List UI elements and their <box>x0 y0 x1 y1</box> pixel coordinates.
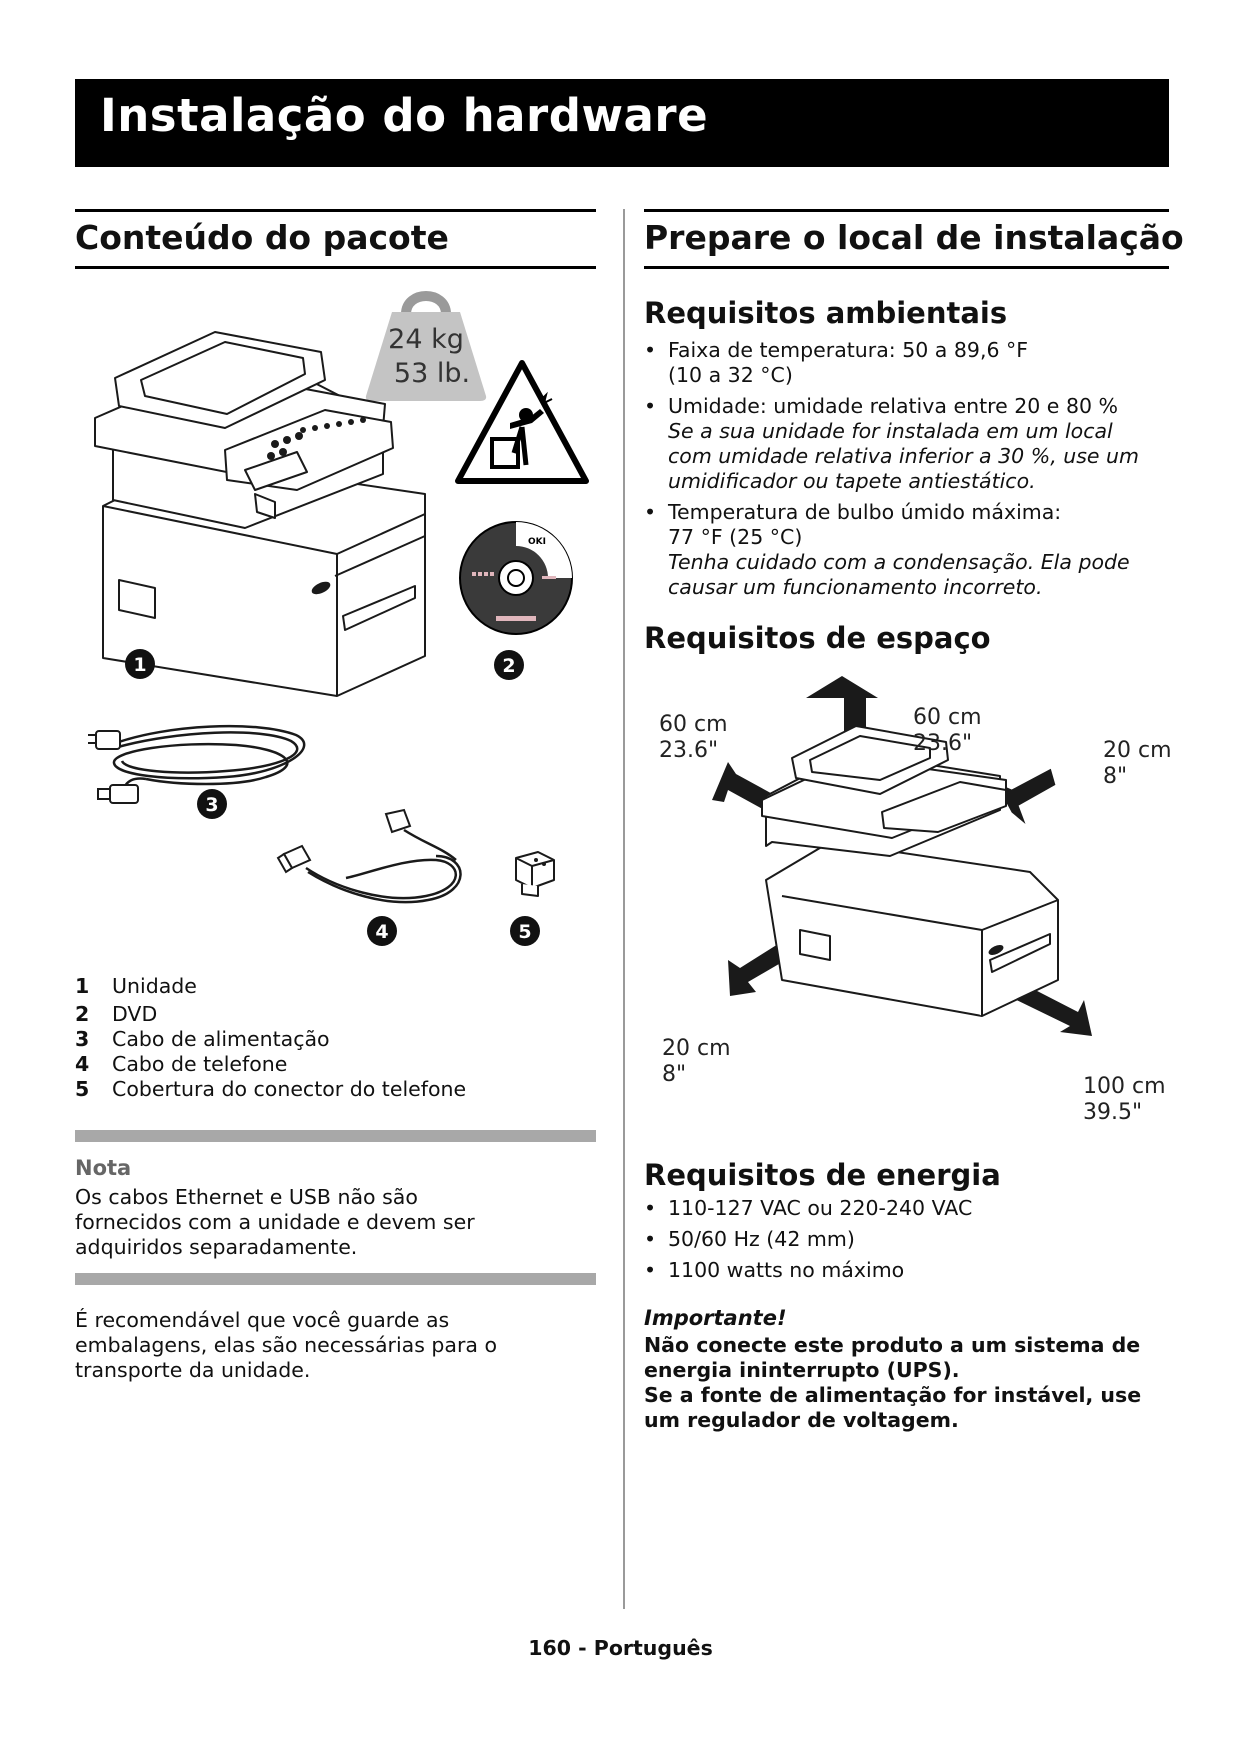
legend-item: 5 Cobertura do conector do telefone <box>75 1077 467 1101</box>
environment-requirements-title: Requisitos ambientais <box>644 296 1008 330</box>
dvd-brand-label: OKI <box>528 537 546 547</box>
page-banner <box>75 79 1169 167</box>
weight-lb: 53 lb. <box>393 358 471 389</box>
list-item: • 110-127 VAC ou 220-240 VAC <box>644 1196 1169 1221</box>
clearance-front-label: 100 cm 39.5" <box>1083 1074 1166 1125</box>
heavy-lift-warning-icon <box>452 357 592 487</box>
list-item: • Faixa de temperatura: 50 a 89,6 °F (10 a 32 °C) <box>644 338 1169 388</box>
prepare-site-title: Prepare o local de instalação <box>644 218 1184 257</box>
clearance-back-left-label: 60 cm 23.6" <box>659 712 728 763</box>
important-label: Importante! <box>644 1306 787 1330</box>
callout-4 <box>366 915 398 947</box>
phone-connector-cover-illustration <box>508 848 560 900</box>
svg-text:2: 2 <box>502 655 516 677</box>
column-divider <box>623 209 625 1609</box>
legend-item: 4 Cabo de telefone <box>75 1052 288 1076</box>
note-text: Os cabos Ethernet e USB não são fornecidos com a unidade e devem ser adquiridos separadamente. <box>75 1185 475 1259</box>
note-bottom-bar <box>75 1273 596 1285</box>
clearance-top-label: 60 cm 23.6" <box>913 705 982 756</box>
power-requirements-title: Requisitos de energia <box>644 1158 1001 1192</box>
dvd-disc-illustration <box>458 520 574 636</box>
list-item: • Temperatura de bulbo úmido máxima: 77 °F (25 °C) Tenha cuidado com a condensação. Ela pode causar um funcionamento incorreto. <box>644 500 1169 600</box>
space-requirements-title: Requisitos de espaço <box>644 621 991 655</box>
section-rule-bottom <box>75 266 596 269</box>
printer-unit-illustration <box>75 318 430 700</box>
note-label: Nota <box>75 1156 132 1180</box>
list-item: • 50/60 Hz (42 mm) <box>644 1227 1169 1252</box>
svg-text:1: 1 <box>133 654 147 676</box>
svg-text:5: 5 <box>518 921 532 943</box>
legend-item: 1 Unidade <box>75 974 197 998</box>
section-rule-top <box>75 209 596 212</box>
important-text: Não conecte este produto a um sistema de energia ininterrupto (UPS). Se a fonte de alimentação for instável, use um regulador de voltagem. <box>644 1333 1142 1432</box>
callout-2 <box>493 649 525 681</box>
section-rule-bottom <box>644 266 1169 269</box>
package-contents-title: Conteúdo do pacote <box>75 218 449 257</box>
environment-requirements-list <box>644 338 1169 606</box>
clearance-front-left-label: 20 cm 8" <box>662 1036 731 1087</box>
page-footer: 160 - Português <box>528 1636 713 1660</box>
clearance-diagram <box>700 660 1120 1060</box>
clearance-right-label: 20 cm 8" <box>1103 738 1172 789</box>
note-top-bar <box>75 1130 596 1142</box>
weight-kg: 24 kg <box>388 324 464 355</box>
packaging-recommendation: É recomendável que você guarde as embalagens, elas são necessárias para o transporte da unidade. <box>75 1308 498 1382</box>
telephone-cable-illustration <box>276 808 476 912</box>
callout-3 <box>196 788 228 820</box>
section-rule-top <box>644 209 1169 212</box>
callout-1 <box>124 648 156 680</box>
legend-item: 3 Cabo de alimentação <box>75 1027 330 1051</box>
callout-5 <box>509 915 541 947</box>
legend-item: 2 DVD <box>75 1002 158 1026</box>
page-title: Instalação do hardware <box>100 89 709 142</box>
power-requirements-list <box>644 1196 1169 1289</box>
svg-text:4: 4 <box>375 921 389 943</box>
list-item: • Umidade: umidade relativa entre 20 e 80 % Se a sua unidade for instalada em um local com umidade relativa inferior a 30 %, use um umidificador ou tapete antiestático. <box>644 394 1169 494</box>
svg-text:3: 3 <box>205 794 219 816</box>
list-item: • 1100 watts no máximo <box>644 1258 1169 1283</box>
